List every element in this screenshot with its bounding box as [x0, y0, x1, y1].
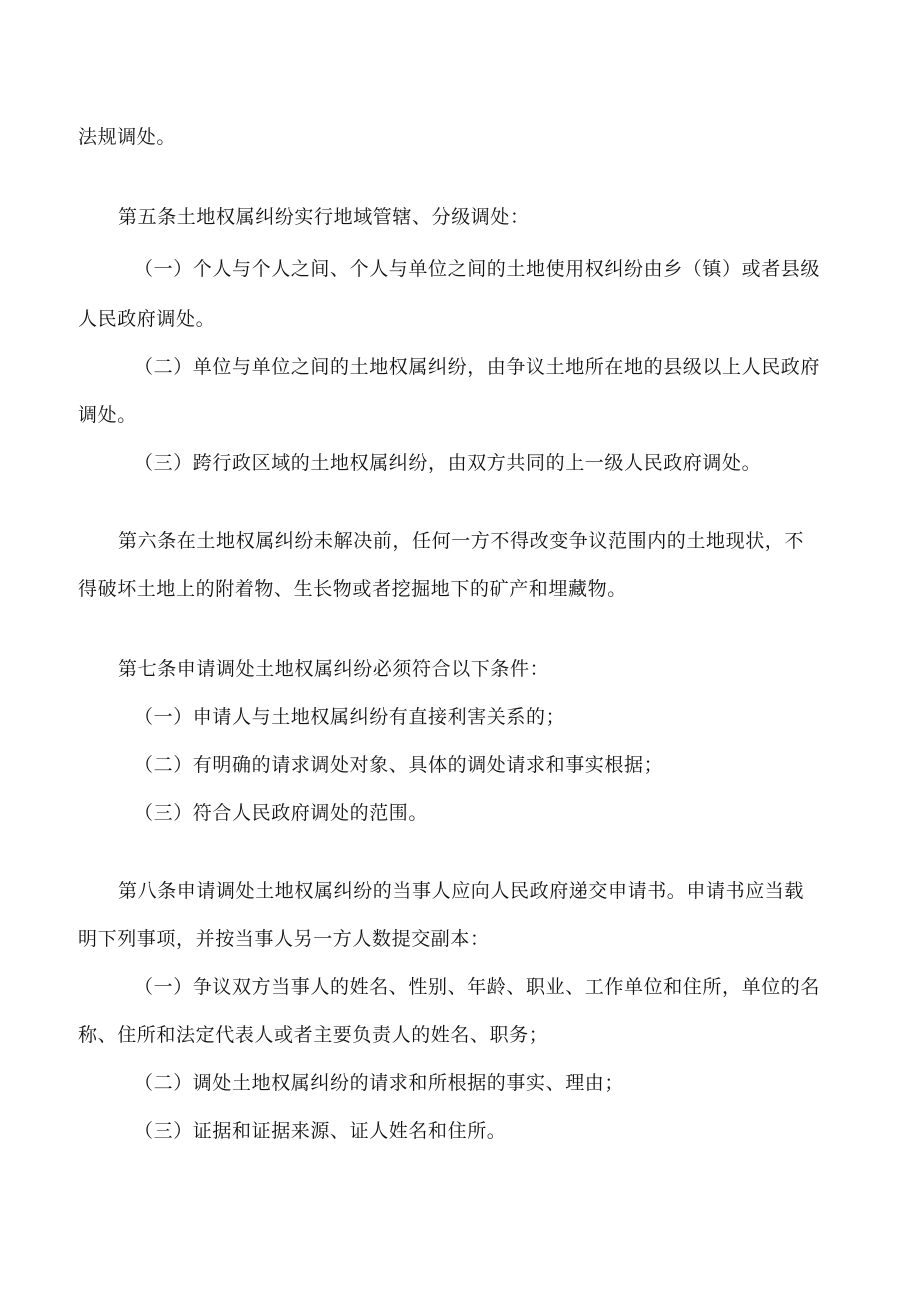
article-7-item-3: （三）符合人民政府调处的范围。 — [134, 802, 429, 824]
article-7-heading: 第七条申请调处土地权属纠纷必须符合以下条件： — [118, 658, 550, 680]
article-8-item-3: （三）证据和证据来源、证人姓名和住所。 — [134, 1120, 507, 1142]
article-8-item-1-line-1: （一）争议双方当事人的姓名、性别、年龄、职业、工作单位和住所，单位的名 — [134, 976, 821, 998]
article-5-item-2-line-1: （二）单位与单位之间的土地权属纠纷，由争议土地所在地的县级以上人民政府 — [134, 356, 821, 378]
article-5-item-2-line-2: 调处。 — [78, 404, 137, 426]
article-7-item-1: （一）申请人与土地权属纠纷有直接利害关系的； — [134, 706, 566, 728]
article-8-item-2: （二）调处土地权属纠纷的请求和所根据的事实、理由； — [134, 1072, 625, 1094]
article-8-line-1: 第八条申请调处土地权属纠纷的当事人应向人民政府递交申请书。申请书应当载 — [118, 880, 805, 902]
article-5-heading: 第五条土地权属纠纷实行地域管辖、分级调处： — [118, 206, 530, 228]
continuation-line: 法规调处。 — [78, 126, 177, 148]
article-7-item-2: （二）有明确的请求调处对象、具体的调处请求和事实根据； — [134, 754, 664, 776]
article-5-item-3: （三）跨行政区域的土地权属纠纷，由双方共同的上一级人民政府调处。 — [134, 452, 762, 474]
article-6-line-1: 第六条在土地权属纠纷未解决前，任何一方不得改变争议范围内的土地现状，不 — [118, 530, 805, 552]
article-5-item-1-line-2: 人民政府调处。 — [78, 308, 216, 330]
article-5-item-1-line-1: （一）个人与个人之间、个人与单位之间的土地使用权纠纷由乡（镇）或者县级 — [134, 258, 821, 280]
article-8-line-2: 明下列事项，并按当事人另一方人数提交副本： — [78, 928, 490, 950]
article-8-item-1-line-2: 称、住所和法定代表人或者主要负责人的姓名、职务； — [78, 1024, 549, 1046]
article-6-line-2: 得破坏土地上的附着物、生长物或者挖掘地下的矿产和埋藏物。 — [78, 578, 627, 600]
